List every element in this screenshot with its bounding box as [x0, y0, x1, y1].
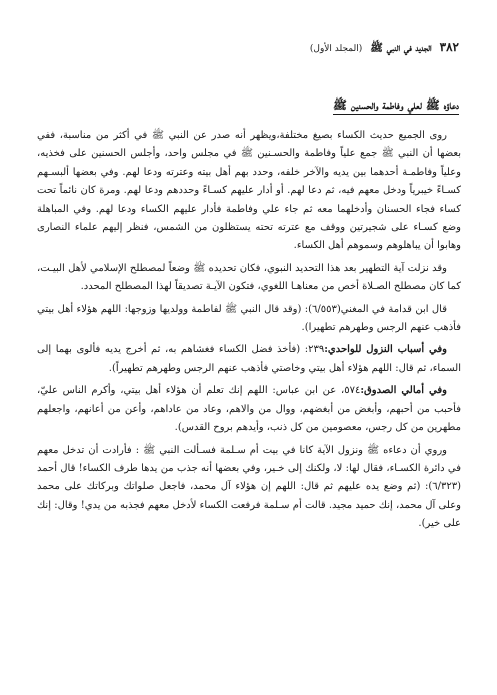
paragraph-text: وقد نزلت آية التطهير بعد هذا التحديد النبوي، فكان تحديده ﷺ وضعاً لمصطلح الإسلامي لأهل البيـت، كما كان مصطلح الصـلاة أخص من معناهـا اللغوي، فتكون الآيـة تصديقاً لهذا المصطلح المحدد.	[37, 262, 461, 293]
body-text	[37, 127, 461, 536]
volume-label: (المجلد الأول)	[309, 44, 363, 54]
source-citation: وفي أمالي الصدوق:	[360, 385, 447, 397]
running-header	[38, 40, 459, 56]
section-heading: دعاؤه ﷺ لعلي وفاطمة والحسنين ﷺ	[333, 97, 459, 115]
paragraph-text: ٢٣٩: (فأخذ فضل الكساء فغشاهم به، ثم أخرج يديه فألوى بهما إلى السماء، ثم قال: اللهم هؤلاء أهل بيتي وخاصتي فأذهب عنهم الرجس وطهرهم تطهيراً).	[37, 344, 461, 374]
paragraph	[37, 341, 461, 378]
paragraph-text: وروي أن دعاءه ﷺ ونزول الآية كانا في بيت أم سـلمة فسـألت النبي ﷺ : فأرادت أن تدخل معهم في دائرة الكسـاء، فقال لها: لا، ولكنك إلى خـير، وفي بعضها أنه جذب من يدها طرف الكساء! قال أحمد (٦/٣٢٣): (ثم وضع يده عليهم ثم قال: اللهم إن هؤلاء آل محمد، فاجعل صلواتك وبركاتك على محمد وعلى آل محمد، إنك حميد مجيد. قالت أم سـلمة فرفعت الكساء لأدخل معهم فجذبه من يدي! وقال: إنك على خير).	[37, 444, 461, 530]
paragraph-text: قال ابن قدامة في المغني(٦/٥٥٣): (وقد قال النبي ﷺ لفاطمة وولديها وزوجها: اللهم هؤلاء أهل بيتي فأذهب عنهم الرجس وطهرهم تطهيرا).	[37, 303, 461, 334]
paragraph-text: روى الجميع حديث الكساء بصيغ مختلفة،ويظهر أنه صدر عن النبي ﷺ في أكثر من مناسبة، ففي بعضها أن النبي ﷺ جمع علياً وفاطمة والحسـنين ﷺ في مجلس واحد، وأجلس الحسنين على فخذيه، وعلياً وفاطمـة أحدهما بين يديه والآخر خلفه، وحدد بهم أهل بيته وعترته ودعا لهم. وفي بعضها ألبسـهم كسـاءً خيبرياً ودخل معهم فيه، ثم دعا لهم. أو أدار عليهم كسـاءً وحددهم ودعا لهم. ومرة كان نائماً تحت كساء فجاء الحسنان وأدخلهما معه ثم جاء علي وفاطمة فأدار عليهم الكساء ودعا لهم. وفي المباهلة وضع كسـاء على شجيرتين ووقف مع عترته تحته يستظلون من الشمس، فنظر إليهم علماء النصارى وهابوا أن يباهلوهم وسموهم أهل الكساء.	[37, 130, 461, 252]
book-title: الجديد في النبي ﷺ	[370, 42, 432, 54]
paragraph-text: ٥٧٤، عن ابن عباس: اللهم إنك تعلم أن هؤلاء أهل بيتي، وأكرم الناس عليّ، فأحبب من أحبهم، وأبغض من أبغضهم، ووال من والاهم، وعاد من عاداهم، وأعن من أعانهم، واجعلهم مطهرين من كل رجس، معصومين من كل ذنب، وأيدهم بروح القدس).	[37, 385, 461, 434]
paragraph	[37, 382, 461, 437]
paragraph	[37, 260, 461, 297]
paragraph	[37, 127, 461, 256]
source-citation: وفي أسباب النزول للواحدي:	[324, 344, 447, 356]
page-number: ٣٨٢	[439, 40, 459, 54]
paragraph	[37, 442, 461, 534]
paragraph	[37, 301, 461, 338]
